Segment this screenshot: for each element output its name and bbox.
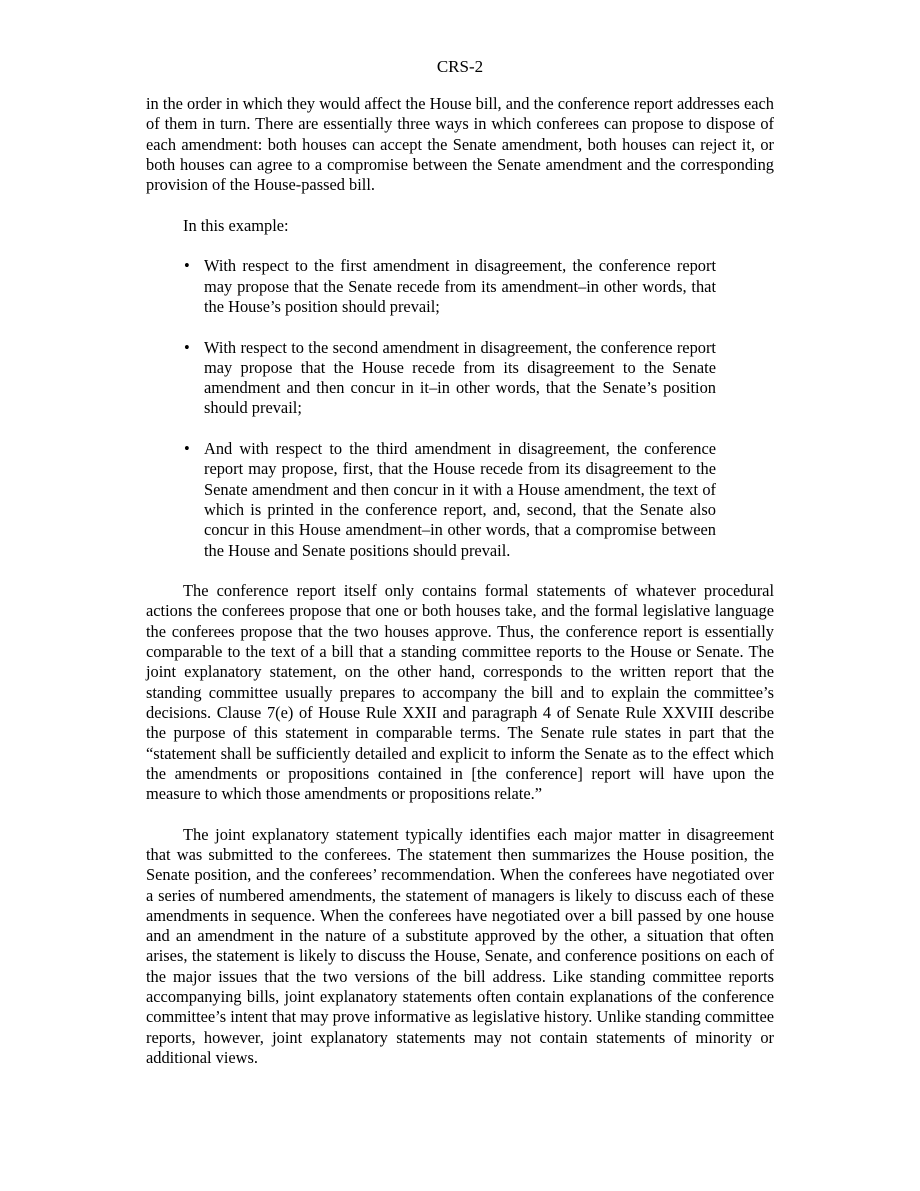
paragraph-example-intro: In this example: (183, 215, 289, 235)
bullet-icon: • (184, 256, 190, 276)
paragraph-continuation: in the order in which they would affect the House bill, and the conference report addresses each of them in turn. There are essentially three ways in which conferees can propose to dispose of each amendment: both houses can accept the Senate amendment, both houses can reject it, or both houses can agree to a compromise between the Senate amendment and the corresponding provision of the House-passed bill. (146, 94, 774, 195)
amendment-options-list (146, 256, 774, 560)
document-body (146, 94, 774, 1068)
list-item-text: With respect to the second amendment in disagreement, the conference report may propose that the House recede from its disagreement to the Senate amendment and then concur in it–in other words, that the Senate’s position should prevail; (204, 337, 716, 418)
page-number-header: CRS-2 (436, 57, 484, 76)
bullet-icon: • (184, 337, 190, 357)
list-item-third-amendment (184, 439, 716, 561)
list-item-text: And with respect to the third amendment in disagreement, the conference report may propose, first, that the House recede from its disagreement to the Senate amendment and then concur in it with a House amendment, the text of which is printed in the conference report, and, second, that the Senate also concur in this House amendment–in other words, that a compromise between the House and Senate positions should prevail. (204, 439, 716, 560)
bullet-icon: • (184, 439, 190, 459)
paragraph-joint-explanatory-statement: The joint explanatory statement typically identifies each major matter in disagreement that was submitted to the conferees. The statement then summarizes the House position, the Senate position, and the conferees’ recommendation. When the conferees have negotiated over a series of numbered amendments, the statement of managers is likely to discuss each of these amendments in sequence. When the conferees have negotiated over a bill passed by one house and an amendment in the nature of a substitute approved by the other, a situation that often arises, the statement is likely to discuss the House, Senate, and conference positions on each of the major issues that the two versions of the bill address. Like standing committee reports accompanying bills, joint explanatory statements often contain explanations of the conference committee’s intent that may prove informative as legislative history. Unlike standing committee reports, however, joint explanatory statements may not contain statements of minority or additional views. (146, 824, 775, 1067)
list-item-second-amendment (184, 337, 716, 419)
paragraph-conference-report: The conference report itself only contains formal statements of whatever procedural actions the conferees propose that one or both houses take, and the formal legislative language the conferees propose that the two houses approve. Thus, the conference report is essentially comparable to the text of a bill that a standing committee reports to the House or Senate. The joint explanatory statement, on the other hand, corresponds to the written report that the standing committee usually prepares to accompany the bill and to explain the committee’s decisions. Clause 7(e) of House Rule XXII and paragraph 4 of Senate Rule XXVIII describe the purpose of this statement in comparable terms. The Senate rule states in part that the “statement shall be sufficiently detailed and explicit to inform the Senate as to the effect which the amendments or propositions contained in [the conference] report will have upon the measure to which those amendments or propositions relate.” (146, 581, 774, 804)
list-item-text: With respect to the first amendment in disagreement, the conference report may propose that the Senate recede from its amendment–in other words, that the House’s position should prevail; (204, 256, 716, 316)
list-item-first-amendment (184, 256, 716, 317)
